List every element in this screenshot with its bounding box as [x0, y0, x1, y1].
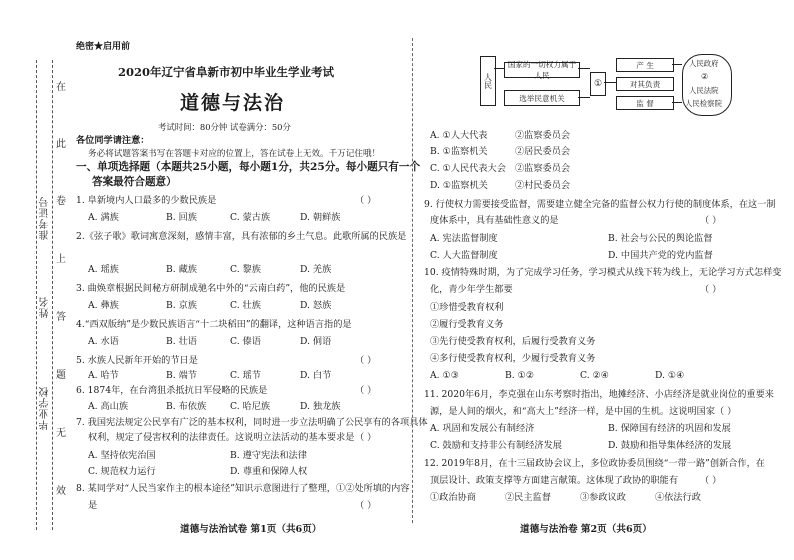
question-stem-cont: 度体系中，具有基础性意义的是	[430, 215, 559, 226]
option: A. 瑶族	[88, 264, 119, 275]
question-stem-cont: 化，青少年学生都要	[430, 284, 513, 295]
cut-char: 无	[56, 428, 66, 439]
question-stem: 6. 1874年，在台湾狙杀抵抗日军侵略的民族是	[76, 385, 268, 396]
diagram-people: 人民	[480, 56, 496, 106]
option: B. 端节	[166, 370, 197, 381]
diagram-center: ①	[590, 72, 606, 96]
question-stem: 4.“西双版纳”是少数民族语言“十二块稻田”的翻译，这种语言指的是	[76, 319, 352, 330]
option: B. 遵守宪法和法律	[230, 450, 307, 461]
organ: 人民检察院	[685, 99, 722, 108]
page-divider	[412, 38, 413, 523]
field-name: 姓名	[40, 296, 51, 318]
cut-char: 题	[56, 370, 66, 381]
option: A. 哈节	[88, 370, 119, 381]
question-stem-cont: 权利，规定了侵害权利的法律责任。这说明立法活动的基本要求是	[88, 432, 355, 443]
question-stem: 8. 某同学对“人民当家作主的根本途径”知识示意图进行了整理，①②处所填的内容	[76, 483, 410, 494]
cut-char: 卷	[56, 196, 66, 207]
question-stem-cont: 源，是人间的烟火，和“高大上”经济一样，是中国的生机。这说明国家（ ）	[430, 406, 737, 417]
question-stem: 1. 阜新境内人口最多的少数民族是	[76, 195, 217, 206]
question-stem: 12. 2019年8月，在十三届政协会议上，多位政协委员围绕“一带一路”创新合作，在	[424, 458, 765, 469]
option: A. 彝族	[88, 300, 119, 311]
secret-label: 绝密★启用前	[76, 42, 131, 52]
option: B. 藏族	[166, 264, 197, 275]
question-stem: 10. 疫情特殊时期，为了完成学习任务，学习模式从线下转为线上，无论学习方式怎样变	[424, 267, 782, 278]
option: C. 人大监督制度	[430, 250, 498, 261]
option: C. 壮族	[230, 300, 261, 311]
option: C. ①人民代表大会	[430, 163, 506, 174]
statement: ③参政议政	[580, 492, 626, 503]
option: A. ①③	[430, 370, 459, 381]
question-stem: 2.《弦子歌》歌词寓意深刻，感情丰富，具有浓郁的乡土气息。此歌所属的民族是	[76, 231, 407, 242]
arrow-line	[494, 68, 504, 69]
option: A. 水语	[88, 336, 119, 347]
cut-char: 在	[56, 82, 66, 93]
option-part: ②监察委员会	[515, 163, 571, 174]
question-stem: 9. 行使权力需要接受监督，需要建立健全完备的监督公权力行使的制度体系，在这一制	[424, 199, 776, 210]
answer-blank: （ ）	[355, 432, 377, 443]
option: B. 京族	[166, 300, 197, 311]
option: C. 蒙古族	[230, 212, 271, 223]
option-part: ②居民委员会	[515, 146, 571, 157]
option-part: ②村民委员会	[515, 180, 571, 191]
diagram-top-arrow: 国家的一切权力属于人民	[504, 62, 580, 78]
option: A. 宪法监督制度	[430, 233, 498, 244]
answer-blank: （ ）	[355, 355, 377, 366]
answer-blank: （ ）	[700, 284, 722, 295]
option: D. 中国共产党的党内监督	[608, 250, 713, 261]
cut-line	[52, 60, 53, 530]
statement: ②履行受教育义务	[430, 319, 504, 330]
answer-blank: （ ）	[700, 215, 722, 226]
option: B. 回族	[166, 212, 197, 223]
option: D. 尊重和保障人权	[230, 466, 308, 477]
answer-blank: （ ）	[700, 475, 722, 486]
organ: 人民政府	[689, 59, 719, 68]
option: A. 满族	[88, 212, 119, 223]
binding-margin	[0, 0, 70, 560]
arrow-line	[672, 102, 682, 103]
option: B. ①②	[505, 370, 535, 381]
section-heading-cont: 答案最符合题意）	[92, 176, 177, 188]
option: D. 独龙族	[300, 401, 341, 412]
field-school: 毕业学校	[40, 386, 51, 430]
option: A. ①人大代表	[430, 130, 488, 141]
organ: 人民法院	[689, 86, 719, 95]
question-stem: 7. 我国宪法规定公民享有广泛的基本权利，同时进一步立法明确了公民享有的各项具体	[76, 417, 428, 428]
statement: ②民主监督	[505, 492, 551, 503]
option: D. 羌族	[300, 264, 332, 275]
cut-char: 效	[56, 486, 66, 497]
diagram-responsible: 对其负责	[616, 77, 674, 91]
answer-blank: （ ）	[355, 385, 377, 396]
option-part: ②监察委员会	[515, 130, 571, 141]
footer-left: 道德与法治试卷 第1页（共6页）	[180, 524, 322, 535]
question-stem: 3. 曲焕章根据民间秘方研制成驰名中外的“云南白药”，他的民族是	[76, 283, 346, 294]
section-heading: 一、单项选择题（本题共25小题，每小题1分，共25分。每小题只有一个	[76, 161, 421, 173]
option: D. 鼓励和指导集体经济的发展	[608, 440, 732, 451]
option: B. 社会与公民的舆论监督	[608, 233, 713, 244]
statement: ①珍惜受教育权利	[430, 302, 504, 313]
field-exam-number: 准考证号	[40, 196, 51, 240]
question-stem: 5. 水族人民新年开始的节日是	[76, 355, 198, 366]
option: A. 高山族	[88, 401, 129, 412]
option: C. 规范权力运行	[88, 466, 156, 477]
organ: ②	[701, 72, 709, 81]
option: D. ①④	[655, 370, 685, 381]
option: C. 黎族	[230, 264, 261, 275]
cut-char: 此	[56, 139, 66, 150]
arrow-line	[578, 97, 590, 98]
option: A. 坚持依宪治国	[88, 450, 156, 461]
arrow-line	[604, 82, 616, 83]
cut-char: 上	[56, 254, 66, 265]
statement: ④多行使受教育权利，少履行受教育义务	[430, 353, 596, 364]
arrow-line	[578, 68, 590, 69]
option: D. 怒族	[300, 300, 332, 311]
notice-title: 各位同学请注意：	[76, 135, 150, 146]
question-stem-cont: 是	[88, 500, 98, 511]
cut-char: 答	[56, 312, 66, 323]
option: D. 侗语	[300, 336, 332, 347]
statement: ④依法行政	[655, 492, 701, 503]
exam-time-score: 考试时间：80分钟 试卷满分：50分	[158, 122, 291, 132]
option: B. 布依族	[166, 401, 207, 412]
diagram-produce: 产 生	[616, 58, 674, 72]
option: C. ②④	[580, 370, 610, 381]
statement: ③先行使受教育权利，后履行受教育义务	[430, 336, 596, 347]
option: D. 白节	[300, 370, 332, 381]
footer-right: 道德与法治卷 第2页（共6页）	[520, 524, 652, 535]
option: C. 瑶节	[230, 370, 261, 381]
option: C. 哈尼族	[230, 401, 271, 412]
question-stem: 11. 2020年6月，李克强在山东考察时指出，地摊经济、小店经济是就业岗位的重要来	[424, 389, 774, 400]
arrow-line	[672, 64, 682, 65]
diagram-organs	[682, 54, 732, 116]
option: D. ①监察机关	[430, 180, 488, 191]
statement: ①政治协商	[430, 492, 476, 503]
diagram-bottom-arrow: 选举民意机关	[504, 90, 580, 106]
diagram-supervise: 监 督	[616, 96, 674, 110]
subject-title: 道德与法治	[180, 92, 286, 114]
option: C. 傣语	[230, 336, 261, 347]
option: B. 壮语	[166, 336, 197, 347]
option: B. 保障国有经济的巩固和发展	[608, 423, 731, 434]
cut-line	[36, 60, 37, 530]
answer-blank: （ ）	[355, 500, 377, 511]
option: C. 鼓励和支持非公有制经济发展	[430, 440, 562, 451]
answer-blank: （ ）	[355, 195, 377, 206]
question-stem-cont: 顶层设计、政策支撑等方面建言献策。这体现了政协的职能有	[430, 475, 679, 486]
option: B. ①监察机关	[430, 146, 488, 157]
option: A. 巩固和发展公有制经济	[430, 423, 535, 434]
option: D. 朝鲜族	[300, 212, 341, 223]
exam-title: 2020年辽宁省阜新市初中毕业生学业考试	[118, 65, 335, 79]
notice-text: 务必将试题答案书写在答题卡对应的位置上，答在试卷上无效。千万记住哦！	[88, 149, 381, 159]
